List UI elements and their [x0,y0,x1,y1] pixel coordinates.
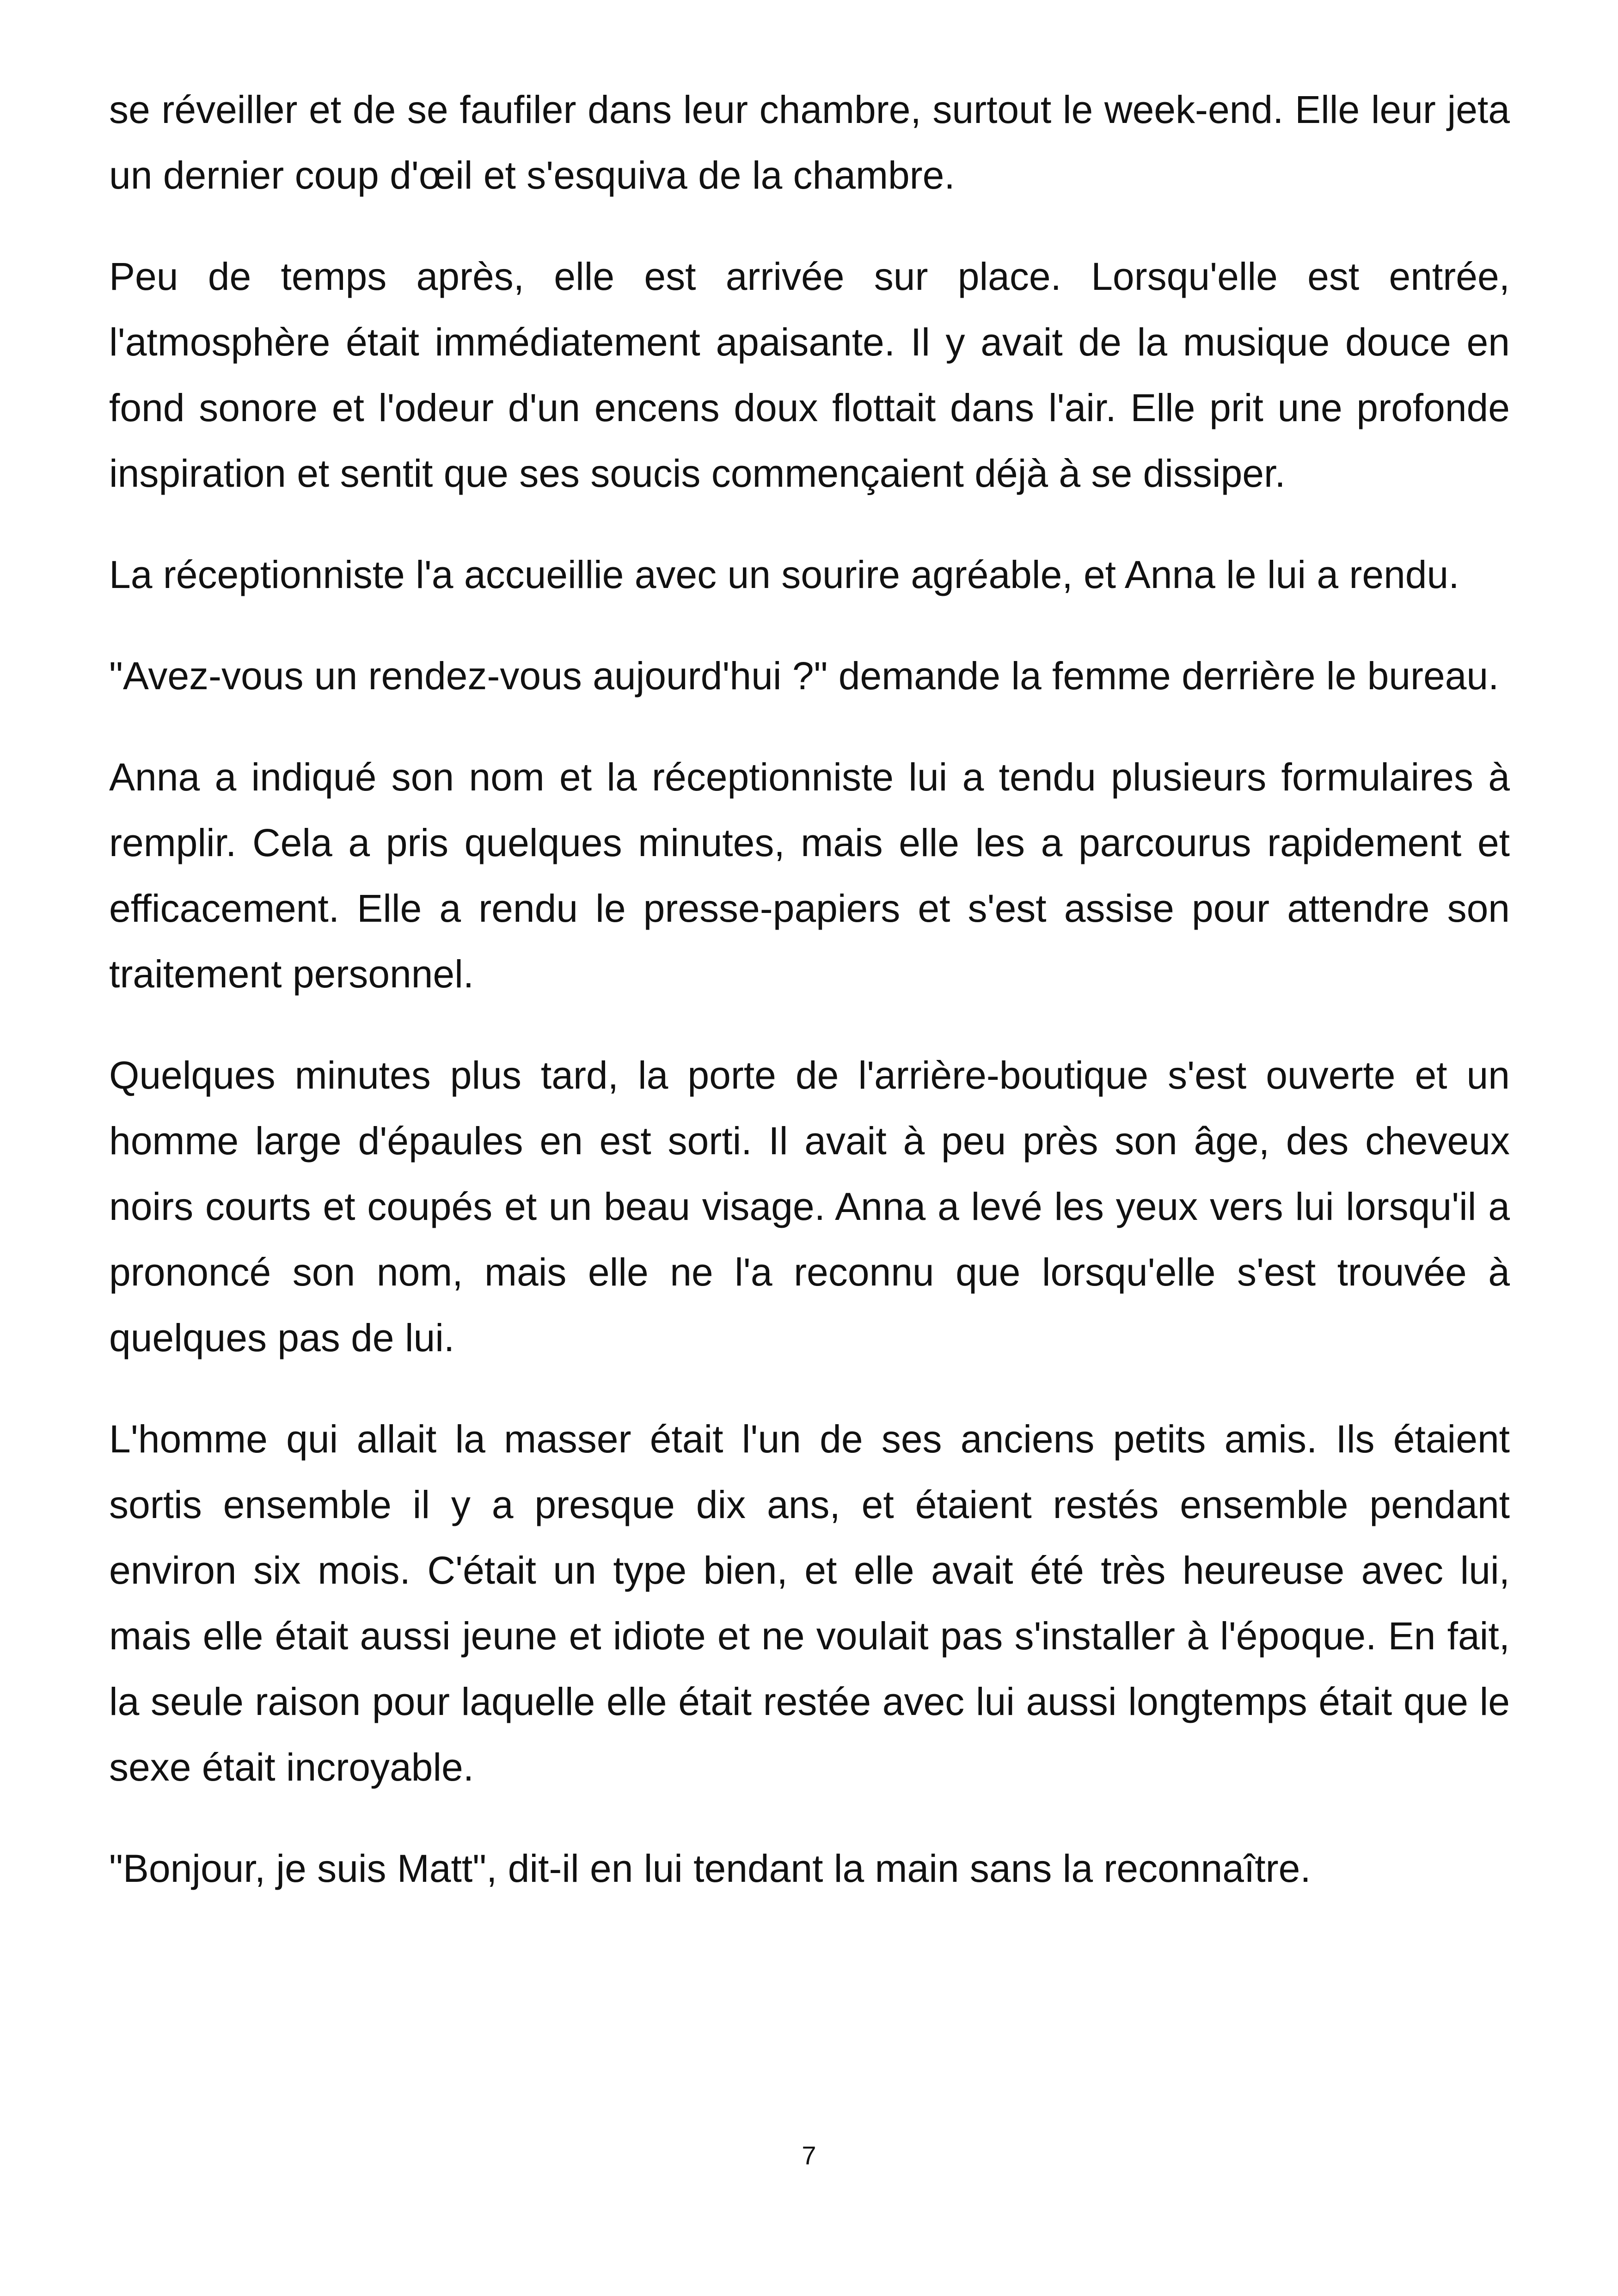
page-number: 7 [802,2141,816,2170]
paragraph: "Avez-vous un rendez-vous aujourd'hui ?" demande la femme derrière le bureau. [109,654,1499,698]
paragraph: "Bonjour, je suis Matt", dit-il en lui tendant la main sans la reconnaître. [109,1847,1311,1890]
body-text [109,77,1510,1937]
paragraph: Quelques minutes plus tard, la porte de l'arrière-boutique s'est ouverte et un homme large d'épaules en est sorti. Il avait à peu près son âge, des cheveux noirs courts et coupés et un beau visage. Anna a levé les yeux vers lui lorsqu'il a prononcé son nom, mais elle ne l'a reconnu que lorsqu'elle s'est trouvée à quelques pas de lui. [109,1053,1510,1359]
paragraph: Anna a indiqué son nom et la réceptionniste lui a tendu plusieurs formulaires à remplir. Cela a pris quelques minutes, mais elle les a parcourus rapidement et efficacement. Elle a rendu le presse-papiers et s'est assise pour attendre son traitement personnel. [109,755,1510,996]
paragraph: L'homme qui allait la masser était l'un de ses anciens petits amis. Ils étaient sortis ensemble il y a presque dix ans, et étaient restés ensemble pendant environ six mois. C'était un type bien, et elle avait été très heureuse avec lui, mais elle était aussi jeune et idiote et ne voulait pas s'installer à l'époque. En fait, la seule raison pour laquelle elle était restée avec lui aussi longtemps était que le sexe était incroyable. [109,1417,1510,1789]
paragraph: Peu de temps après, elle est arrivée sur place. Lorsqu'elle est entrée, l'atmosphère était immédiatement apaisante. Il y avait de la musique douce en fond sonore et l'odeur d'un encens doux flottait dans l'air. Elle prit une profonde inspiration et sentit que ses soucis commençaient déjà à se dissiper. [109,255,1510,495]
paragraph: La réceptionniste l'a accueillie avec un sourire agréable, et Anna le lui a rendu. [109,553,1459,596]
paragraph: se réveiller et de se faufiler dans leur chambre, surtout le week-end. Elle leur jeta un dernier coup d'œil et s'esquiva de la chambre. [109,88,1510,197]
